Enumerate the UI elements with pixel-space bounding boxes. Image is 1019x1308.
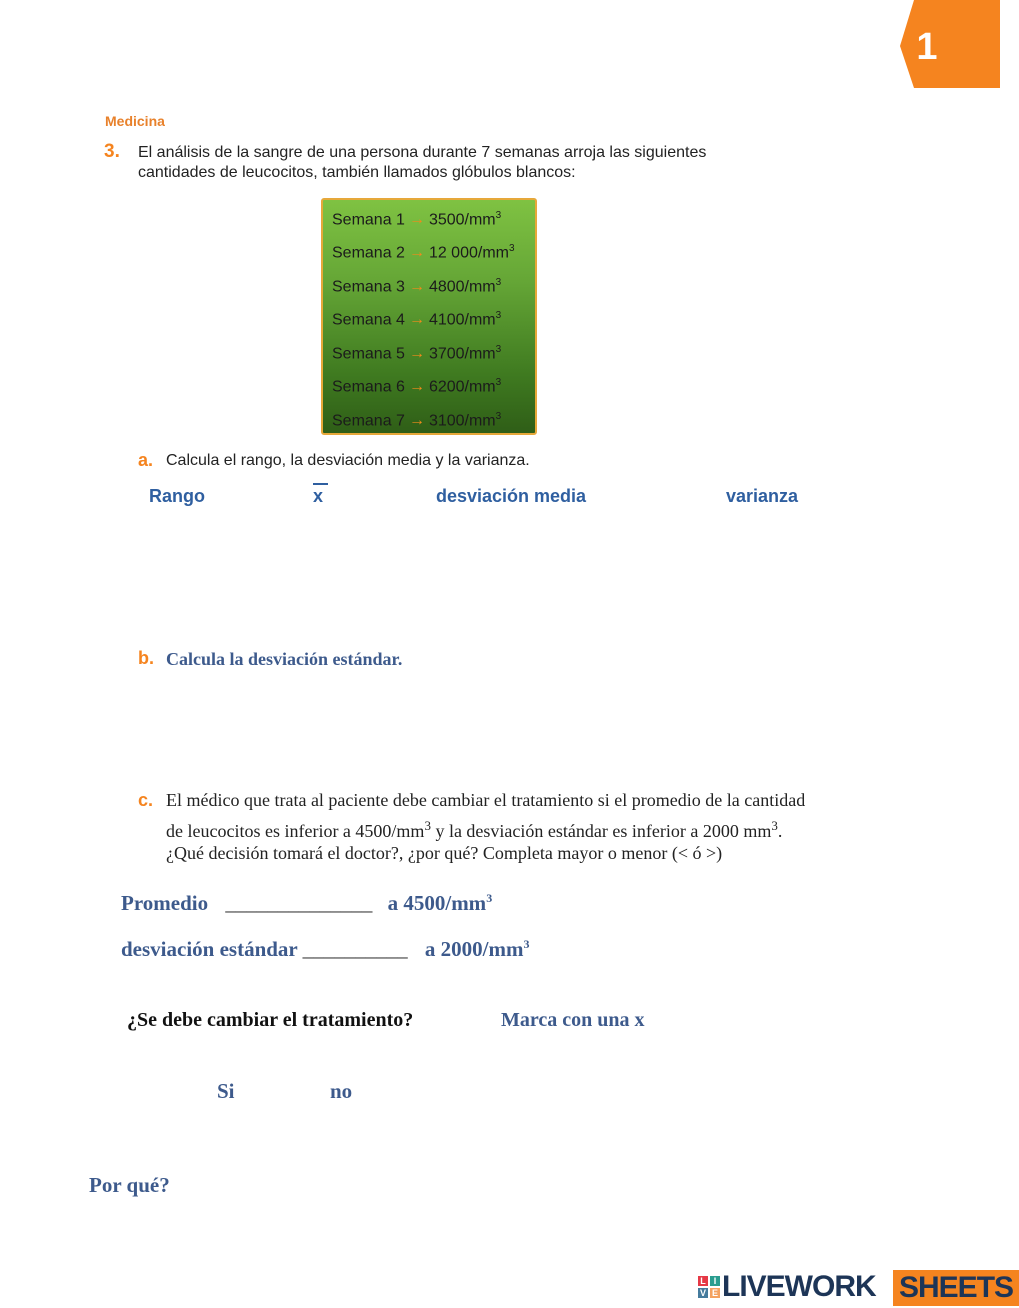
exponent: 3 xyxy=(495,277,502,288)
arrow-icon: → xyxy=(408,244,425,262)
arrow-icon: → xyxy=(408,412,425,430)
exercise-statement xyxy=(138,143,778,183)
week-value: 3100/mm xyxy=(428,412,496,430)
data-row-week-6 xyxy=(332,377,501,399)
logo-text-sheets: SHEETS xyxy=(893,1270,1019,1306)
week-value: 12 000/mm xyxy=(428,244,509,262)
mean-bar xyxy=(313,483,328,485)
exponent: 3 xyxy=(495,344,502,355)
data-row-week-3 xyxy=(332,277,501,299)
logo-cell-i: I xyxy=(710,1276,720,1286)
col-desviacion-media: desviación media xyxy=(436,486,587,506)
col-mean: x xyxy=(313,486,324,506)
exercise-line-2: cantidades de leucocitos, también llamados glóbulos blancos: xyxy=(138,164,576,181)
exponent: 3 xyxy=(424,818,431,833)
desviacion-label: desviación estándar xyxy=(121,937,298,961)
promedio-blank[interactable]: ______________ xyxy=(225,891,373,915)
data-row-week-2 xyxy=(332,243,515,265)
logo-cell-v: V xyxy=(699,1288,706,1298)
week-label: Semana 6 xyxy=(332,378,405,396)
desviacion-blank[interactable]: __________ xyxy=(302,937,408,961)
exponent: 3 xyxy=(486,891,493,905)
section-label: Medicina xyxy=(105,113,165,129)
liveworksheets-logo-icon xyxy=(698,1276,720,1298)
desviacion-ref: a 2000/mm xyxy=(424,937,524,961)
promedio-label: Promedio xyxy=(121,891,209,915)
week-value: 6200/mm xyxy=(428,378,496,396)
week-label: Semana 4 xyxy=(332,311,405,329)
arrow-icon: → xyxy=(408,311,425,329)
week-label: Semana 1 xyxy=(332,211,405,229)
logo-text-live: LIVEWORK xyxy=(722,1270,876,1303)
option-no[interactable]: no xyxy=(330,1079,353,1103)
why-label: Por qué? xyxy=(89,1173,170,1197)
exponent: 3 xyxy=(771,818,778,833)
col-varianza: varianza xyxy=(726,486,799,506)
exponent: 3 xyxy=(508,243,515,254)
part-c-line-3: ¿Qué decisión tomará el doctor?, ¿por qué? Completa mayor o menor (< ó >) xyxy=(166,843,723,863)
exercise-line-1: El análisis de la sangre de una persona durante 7 semanas arroja las siguientes xyxy=(138,144,707,161)
logo-cell-e: E xyxy=(711,1288,718,1298)
data-row-week-4 xyxy=(332,310,501,332)
exponent: 3 xyxy=(523,937,530,951)
data-row-week-5 xyxy=(332,344,501,366)
exponent: 3 xyxy=(495,310,502,321)
week-label: Semana 2 xyxy=(332,244,405,262)
option-si[interactable]: Si xyxy=(217,1079,235,1103)
part-b-letter: b. xyxy=(138,648,154,668)
exponent: 3 xyxy=(495,411,502,422)
part-c-letter: c. xyxy=(138,790,154,810)
week-label: Semana 7 xyxy=(332,412,405,430)
arrow-icon: → xyxy=(408,345,425,363)
week-label: Semana 5 xyxy=(332,345,405,363)
part-c-line-1: El médico que trata al paciente debe cambiar el tratamiento si el promedio de la cantidad xyxy=(166,790,806,810)
exercise-number: 3. xyxy=(104,141,120,162)
logo-cell-l: L xyxy=(698,1276,708,1286)
week-label: Semana 3 xyxy=(332,278,405,296)
arrow-icon: → xyxy=(408,278,425,296)
data-row-week-1 xyxy=(332,210,501,232)
decision-question: ¿Se debe cambiar el tratamiento? xyxy=(127,1009,414,1031)
page-number: 1 xyxy=(916,26,938,68)
part-c-text xyxy=(166,787,896,866)
part-b-text: Calcula la desviación estándar. xyxy=(166,649,403,669)
promedio-ref: a 4500/mm xyxy=(387,891,487,915)
week-value: 3500/mm xyxy=(428,211,496,229)
week-value: 4100/mm xyxy=(428,311,496,329)
leukocyte-data-box xyxy=(321,198,537,435)
part-c-line-2b: y la desviación estándar es inferior a 2000 mm xyxy=(430,821,772,841)
exponent: 3 xyxy=(495,377,502,388)
desviacion-row xyxy=(121,937,529,962)
exponent: 3 xyxy=(495,210,502,221)
week-value: 3700/mm xyxy=(428,345,496,363)
promedio-row xyxy=(121,891,492,916)
part-a-letter: a. xyxy=(138,450,154,470)
decision-instruction: Marca con una x xyxy=(501,1009,645,1031)
part-c-line-2a: de leucocitos es inferior a 4500/mm xyxy=(166,821,425,841)
col-rango: Rango xyxy=(149,486,205,506)
period: . xyxy=(777,821,783,841)
arrow-icon: → xyxy=(408,211,425,229)
part-a-text: Calcula el rango, la desviación media y la varianza. xyxy=(166,452,530,469)
week-value: 4800/mm xyxy=(428,278,496,296)
arrow-icon: → xyxy=(408,378,425,396)
data-row-week-7 xyxy=(332,411,501,433)
